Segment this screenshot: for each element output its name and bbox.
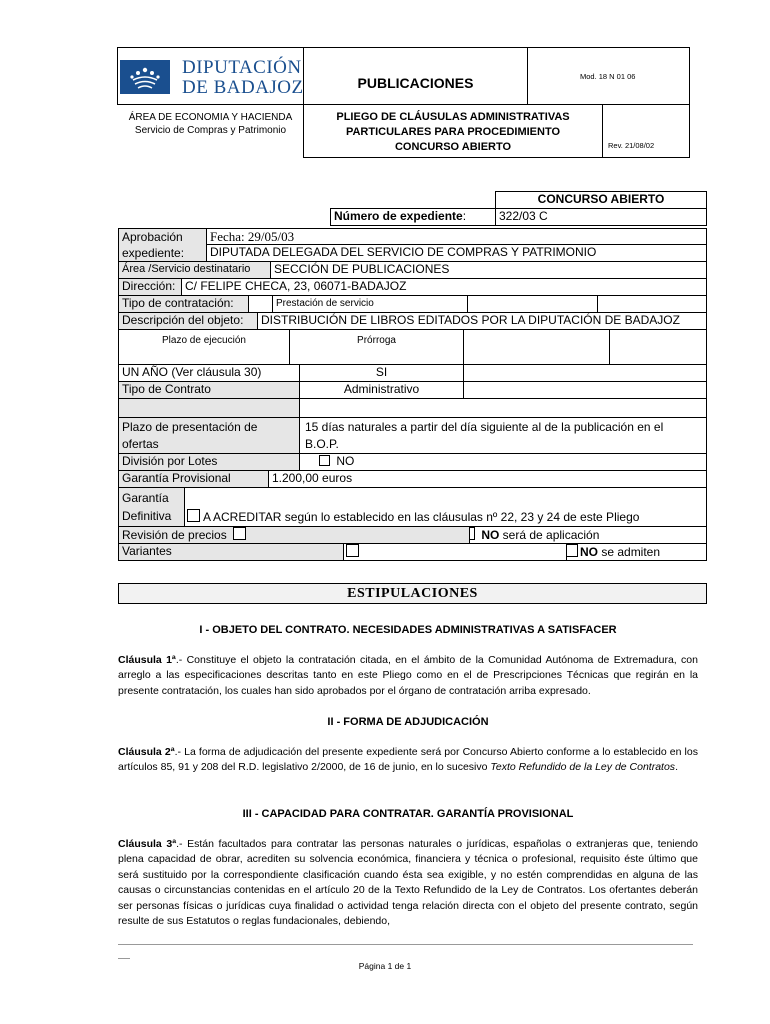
- logo-line1: DIPUTACIÓN: [182, 57, 302, 78]
- logo-line2: DE BADAJOZ: [182, 77, 304, 98]
- subtitle-line3: CONCURSO ABIERTO: [394, 141, 512, 153]
- prorroga-value: SI: [299, 364, 464, 382]
- plazo-ejecucion-label: Plazo de ejecución: [118, 329, 290, 365]
- plazo-value: UN AÑO (Ver cláusula 30): [118, 364, 300, 382]
- revision-no-checkbox[interactable]: [469, 527, 475, 540]
- revision-no-label: NO: [481, 528, 500, 542]
- plazo-presentacion-label1: Plazo de presentación de: [122, 420, 258, 434]
- aprobacion-label: [118, 228, 207, 262]
- tipo-contrato-value: Administrativo: [299, 381, 464, 399]
- revision-label: Revisión de precios: [122, 528, 227, 542]
- tipo-contratacion-blank3: [597, 295, 707, 313]
- aprobacion-label1: Aprobación: [122, 230, 183, 244]
- fecha-cell: [206, 228, 707, 245]
- section-heading-1: I - OBJETO DEL CONTRATO. NECESIDADES ADMINISTRATIVAS A SATISFACER: [199, 624, 617, 636]
- plazo-blank2: [609, 329, 707, 365]
- division-label: División por Lotes: [118, 453, 300, 471]
- variantes-label: Variantes: [118, 543, 344, 561]
- variantes-si-cell: [343, 543, 567, 561]
- revision-no-cell: [469, 526, 707, 544]
- garantia-def-value: A ACREDITAR según lo establecido en las cláusulas nº 22, 23 y 24 de este Pliego: [203, 510, 640, 524]
- concurso-header: CONCURSO ABIERTO: [495, 191, 707, 209]
- tipo-contratacion-blank: [248, 295, 273, 313]
- subtitle-line1: PLIEGO DE CLÁUSULAS ADMINISTRATIVAS: [336, 111, 570, 123]
- numero-label: Número de expediente: [334, 209, 463, 223]
- clausula-2: [118, 745, 698, 776]
- tipo-contratacion-label: Tipo de contratación:: [118, 295, 249, 313]
- variantes-no-label: NO: [580, 545, 598, 559]
- plazo-presentacion-value1: 15 días naturales a partir del día siguiente al de la publicación en el: [305, 420, 664, 434]
- area-line1: ÁREA DE ECONOMIA Y HACIENDA: [128, 112, 293, 123]
- prorroga-label: Prórroga: [289, 329, 464, 365]
- logo-text: [182, 58, 304, 98]
- blank-row-right: [299, 398, 707, 418]
- subtitle-line2: PARTICULARES PARA PROCEDIMIENTO: [345, 126, 561, 138]
- garantia-def-cell: [184, 487, 707, 527]
- page-number: Página 1 de 1: [358, 961, 412, 971]
- revision-no-text: será de aplicación: [499, 528, 600, 542]
- numero-colon: :: [462, 209, 467, 223]
- garantia-def-checkbox[interactable]: [187, 509, 200, 522]
- clausula-3-text: .- Están facultados para contratar las personas naturales o jurídicas, españolas o extranjeras que, teniendo plena capacidad de obrar, acrediten su solvencia económica, financiera y técnica o profesional, requisito éste último que será sustituido por la correspondiente clasificación cuando ésta sea exigible, y no estén comprendidas en alguna de las causas o circunstancias contenidas en el artículo 20 de la Texto Refundido de la Ley de Contratos. Los ofertantes deberán ser personas físicas o jurídicas cuya finalidad o actividad tenga relación directa con el objeto del presente contrato, según resulte de sus Estatutos o reglas fundacionales, debiendo,: [118, 838, 698, 928]
- aprobacion-value: DIPUTADA DELEGADA DEL SERVICIO DE COMPRAS Y PATRIMONIO: [206, 244, 707, 262]
- fecha-value: Fecha: 29/05/03: [210, 229, 295, 244]
- doc-title: PUBLICACIONES: [357, 75, 474, 91]
- clausula-1: [118, 653, 698, 699]
- variantes-no-text: se admiten: [598, 545, 661, 559]
- plazo-presentacion-label: [118, 417, 300, 454]
- footer-rule: [118, 944, 693, 945]
- clausula-2-italic: Texto Refundido de la Ley de Contratos: [490, 761, 676, 774]
- clausula-3: [118, 837, 698, 929]
- numero-label-cell: [330, 208, 496, 226]
- doc-subtitle: [303, 110, 603, 155]
- clausula-2-text: .- La forma de adjudicación del presente expediente será por Concurso Abierto conforme a lo establecido en los artículos 85, 91 y 208 del R.D. legislativo 2/2000, de 16 de junio, en lo sucesivo: [118, 746, 698, 774]
- garantia-def-label1: Garantía: [122, 491, 169, 505]
- garantia-def-label: [118, 487, 185, 527]
- clausula-1-title: Cláusula 1ª: [118, 654, 176, 666]
- clausula-1-text: .- Constituye el objeto la contratación citada, en el ámbito de la Comunidad Autónoma de Extremadura, con arreglo a las especificaciones descritas tanto en este Pliego como en el de Prescripciones Técnicas que regirán en la presente contratación, los cuales han sido aprobados por el órgano de contratación arriba expresado.: [118, 654, 698, 697]
- mod-code: Mod. 18 N 01 06: [580, 72, 636, 81]
- plazo-presentacion-value: [299, 417, 707, 454]
- footer-rule-short: [118, 958, 130, 959]
- area-line2: Servicio de Compras y Patrimonio: [134, 125, 287, 136]
- direccion-label: Dirección:: [118, 278, 182, 296]
- division-value: NO: [336, 454, 355, 468]
- plazo-blank1: [463, 329, 610, 365]
- revision-cell: [118, 526, 470, 544]
- division-cell: [299, 453, 707, 471]
- blank-row-left: [118, 398, 300, 418]
- garantia-prov-value: 1.200,00 euros: [268, 470, 707, 488]
- section-heading-2: II - FORMA DE ADJUDICACIÓN: [327, 716, 489, 728]
- aprobacion-label2: expediente:: [122, 246, 185, 260]
- clausula-3-title: Cláusula 3ª: [118, 838, 177, 850]
- tipo-contrato-label: Tipo de Contrato: [118, 381, 300, 399]
- plazo-presentacion-value2: B.O.P.: [305, 437, 339, 451]
- tipo-contratacion-value: Prestación de servicio: [272, 295, 468, 313]
- variantes-no-checkbox[interactable]: [566, 544, 578, 557]
- tipo-contratacion-blank2: [467, 295, 598, 313]
- revision-si-checkbox[interactable]: [233, 527, 246, 540]
- plazo-presentacion-label2: ofertas: [122, 437, 159, 451]
- direccion-value: C/ FELIPE CHECA, 23, 06071-BADAJOZ: [181, 278, 707, 296]
- rev-code: Rev. 21/08/02: [608, 141, 655, 150]
- numero-value: 322/03 C: [495, 208, 707, 226]
- division-checkbox[interactable]: [319, 455, 330, 466]
- clausula-2-end: .: [675, 761, 678, 774]
- garantia-prov-label: Garantía Provisional: [118, 470, 269, 488]
- logo-emblem: [120, 60, 170, 94]
- descripcion-label: Descripción del objeto:: [118, 312, 258, 330]
- tipo-contrato-blank: [463, 381, 707, 399]
- area-text: [117, 111, 304, 137]
- estipulaciones-title: ESTIPULACIONES: [118, 583, 707, 604]
- clausula-2-title: Cláusula 2ª: [118, 746, 175, 758]
- variantes-si-checkbox[interactable]: [346, 544, 359, 557]
- garantia-def-label2: Definitiva: [122, 509, 172, 523]
- plazo-value-blank: [463, 364, 707, 382]
- descripcion-value: DISTRIBUCIÓN DE LIBROS EDITADOS POR LA DIPUTACIÓN DE BADAJOZ: [257, 312, 707, 330]
- area-value: SECCIÓN DE PUBLICACIONES: [270, 261, 707, 279]
- section-heading-3: III - CAPACIDAD PARA CONTRATAR. GARANTÍA PROVISIONAL: [242, 808, 574, 820]
- area-label: Área /Servicio destinatario: [118, 261, 271, 279]
- logo-icon: [120, 60, 170, 94]
- variantes-no-cell: [566, 543, 707, 561]
